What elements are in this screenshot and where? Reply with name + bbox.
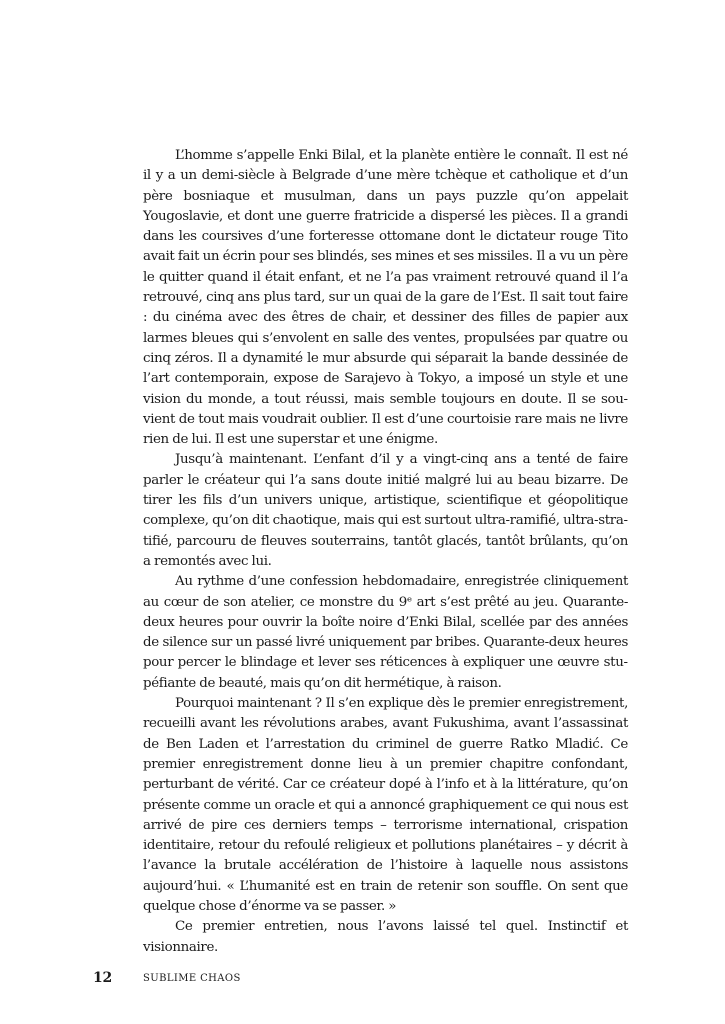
paragraph-4: Pourquoi maintenant ? Il s’en explique dès le premier enregistrement, recueilli avant les révolutions arabes, avant Fukushima, avant l’assassinat de Ben Laden et l’arrestation du criminel de guerre Ratko Mladić. Ce premier enregistrement donne lieu à un premier chapitre confondant, perturbant de vérité. Car ce créateur dopé à l’info et à la littérature, qu’on présente comme un oracle et qui a annoncé graphiquement ce qui nous est arrivé de pire ces derniers temps – terrorisme international, crispation identitaire, retour du refoulé religieux et pollutions planétaires – y décrit à l’avance la brutale accélération de l’histoire à laquelle nous assistons aujourd’hui. « L’humanité est en train de retenir son souffle. On sent que quelque chose d’énorme va se passer. » [143,696,628,914]
paragraph-3: Au rythme d’une confession hebdomadaire, enregistrée cliniquement au cœur de son atelier, ce monstre du 9ᵉ art s’est prêté au jeu. Quarante-deux heures pour ouvrir la boîte noire d’Enki Bilal, scellée par des années de silence sur un passé livré uniquement par bribes. Quarante-deux heures pour percer le blindage et lever ses réticences à expliquer une œuvre stupéfiante de beauté, mais qu’on dit hermétique, à raison. [143,574,628,691]
body-text [143,146,628,958]
page-number: 12 [93,970,112,986]
paragraph-1: L’homme s’appelle Enki Bilal, et la planète entière le connaît. Il est né il y a un demi-siècle à Belgrade d’une mère tchèque et catholique et d’un père bosniaque et musulman, dans un pays puzzle qu’on appelait Yougoslavie, et dont une guerre fratricide a dispersé les pièces. Il a grandi dans les coursives d’une forteresse ottomane dont le dictateur rouge Tito avait fait un écrin pour ses blindés, ses mines et ses missiles. Il a vu un père le quitter quand il était enfant, et ne l’a pas vraiment retrouvé quand il l’a retrouvé, cinq ans plus tard, sur un quai de la gare de l’Est. Il sait tout faire : du cinéma avec des êtres de chair, et dessiner des filles de papier aux larmes bleues qui s’envolent en salle des ventes, propulsées par quatre ou cinq zéros. Il a dynamité le mur absurde qui séparait la bande dessinée de l’art contemporain, expose de Sarajevo à Tokyo, a imposé un style et une vision du monde, a tout réussi, mais semble toujours en doute. Il se souvient de tout mais voudrait oublier. Il est d’une courtoisie rare mais ne livre rien de lui. Il est une superstar et une énigme. [143,148,628,448]
running-title: SUBLIME CHAOS [143,973,241,984]
paragraph-2: Jusqu’à maintenant. L’enfant d’il y a vingt-cinq ans a tenté de faire parler le créateur qui l’a sans doute initié malgré lui au beau bizarre. De tirer les fils d’un univers unique, artistique, scientifique et géopolitique complexe, qu’on dit chaotique, mais qui est surtout ultra-ramifié, ultra-stratifié, parcouru de fleuves souterrains, tantôt glacés, tantôt brûlants, qu’on a remontés avec lui. [143,452,628,569]
paragraph-5: Ce premier entretien, nous l’avons laissé tel quel. Instinctif et visionnaire. [143,919,628,955]
